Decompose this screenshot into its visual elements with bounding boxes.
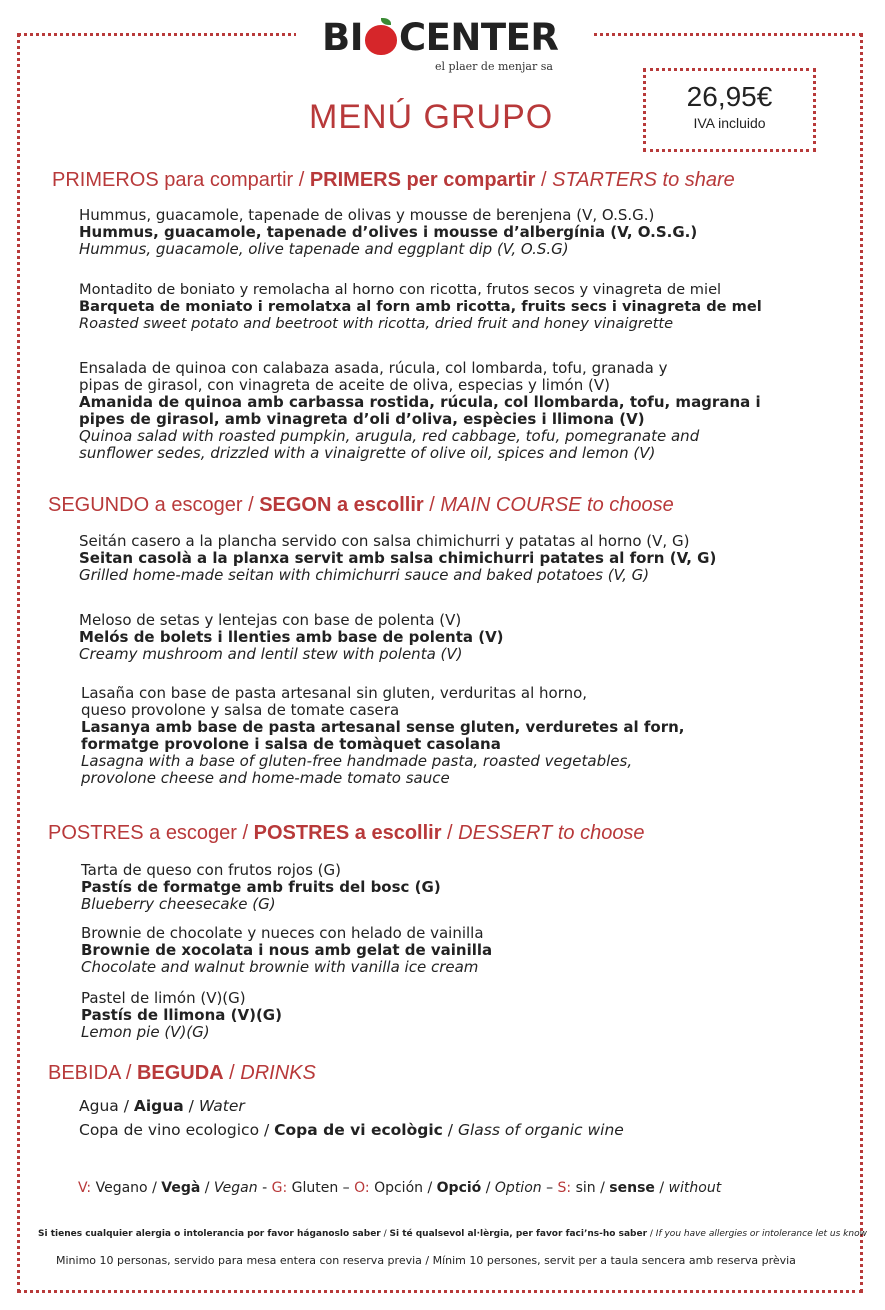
item-en: Roasted sweet potato and beetroot with ricotta, dried fruit and honey vinaigrette: [79, 315, 674, 332]
item-es: Tarta de queso con frutos rojos (G): [81, 861, 341, 879]
legend-es: Vegano: [95, 1180, 148, 1196]
heading-es: BEBIDA: [48, 1062, 121, 1084]
allergy-ca: Si té qualsevol al·lèrgia, per favor faci’ns-ho saber: [389, 1229, 648, 1239]
item-en: Chocolate and walnut brownie with vanilla ice cream: [81, 958, 479, 976]
heading-es: SEGUNDO a escoger: [48, 494, 243, 516]
minimum-note: Minimo 10 personas, servido para mesa entera con reserva previa / Mínim 10 persones, servit per a taula sencera amb reserva prèvia: [56, 1254, 796, 1267]
legend-key: V:: [78, 1180, 92, 1196]
section-heading-drinks: BEBIDA / BEGUDA / DRINKS: [48, 1062, 316, 1084]
item-ca: Hummus, guacamole, tapenade d’olives i mousse d’albergínia (V, O.S.G.): [79, 223, 698, 241]
menu-item: [79, 533, 716, 584]
item-ca: Barqueta de moniato i remolatxa al forn amb ricotta, fruits secs i vinagreta de mel: [79, 298, 762, 315]
legend-en: Vegan: [213, 1180, 258, 1196]
legend-en: Option: [494, 1180, 542, 1196]
item-es: Hummus, guacamole, tapenade de olivas y mousse de berenjena (V, O.S.G.): [79, 206, 655, 224]
item-es: pipas de girasol, con vinagreta de aceite de oliva, especias y limón (V): [79, 376, 610, 394]
item-ca: Pastís de llimona (V)(G): [81, 1006, 282, 1024]
heading-en: STARTERS to share: [552, 169, 735, 191]
drink-en: Water: [198, 1097, 245, 1115]
heading-ca: PRIMERS per compartir: [309, 169, 536, 191]
menu-item: [81, 685, 684, 787]
item-es: Pastel de limón (V)(G): [81, 989, 246, 1007]
item-es: Brownie de chocolate y nueces con helado de vainilla: [81, 924, 484, 942]
legend-ca: Opció: [436, 1180, 482, 1196]
heading-ca: POSTRES a escollir: [253, 822, 442, 844]
item-ca: Melós de bolets i llenties amb base de polenta (V): [79, 628, 504, 646]
item-ca: Seitan casolà a la planxa servit amb salsa chimichurri patates al forn (V, G): [79, 549, 717, 567]
item-es: Meloso de setas y lentejas con base de polenta (V): [79, 611, 462, 629]
dietary-legend: V: Vegano / Vegà / Vegan - G: Gluten – O: Opción / Opció / Option – S: sin / sense / without: [78, 1180, 722, 1196]
item-en: Lasagna with a base of gluten-free handmade pasta, roasted vegetables,: [81, 752, 633, 770]
price-note: IVA incluido: [693, 115, 766, 131]
heading-en: DRINKS: [240, 1062, 316, 1084]
menu-item: [79, 281, 762, 332]
legend-ca: Vegà: [161, 1180, 201, 1196]
section-heading-starters: PRIMEROS para compartir / PRIMERS per compartir / STARTERS to share: [52, 169, 735, 191]
item-en: Lemon pie (V)(G): [81, 1023, 210, 1041]
item-es: queso provolone y salsa de tomate casera: [81, 701, 400, 719]
item-es: Montadito de boniato y remolacha al horno con ricotta, frutos secos y vinagreta de miel: [79, 281, 722, 298]
legend-key: S:: [557, 1180, 572, 1196]
menu-item: [81, 925, 492, 976]
item-ca: Lasanya amb base de pasta artesanal sense gluten, verduretes al forn,: [81, 718, 685, 736]
item-es: Lasaña con base de pasta artesanal sin gluten, verduritas al horno,: [81, 684, 588, 702]
price-amount: 26,95€: [686, 81, 773, 112]
page-title: MENÚ GRUPO: [309, 98, 554, 136]
item-en: sunflower sedes, drizzled with a vinaigrette of olive oil, spices and lemon (V): [79, 444, 656, 462]
brand-name-left: BI: [322, 16, 363, 59]
drink-es: Copa de vino ecologico: [79, 1121, 260, 1139]
menu-item: [81, 990, 282, 1041]
drink-ca: Copa de vi ecològic: [274, 1121, 443, 1139]
section-heading-main: SEGUNDO a escoger / SEGON a escollir / MAIN COURSE to choose: [48, 494, 674, 516]
allergy-en: If you have allergies or intolerance let us know: [655, 1229, 867, 1239]
item-es: Seitán casero a la plancha servido con salsa chimichurri y patatas al horno (V, G): [79, 532, 690, 550]
brand-name-right: CENTER: [398, 16, 559, 59]
item-ca: formatge provolone i salsa de tomàquet casolana: [81, 735, 501, 753]
section-heading-dessert: POSTRES a escoger / POSTRES a escollir / DESSERT to choose: [48, 822, 645, 844]
menu-item: [79, 360, 761, 462]
legend-text: Gluten: [291, 1180, 339, 1196]
item-ca: pipes de girasol, amb vinagreta d’oli d’oliva, espècies i llimona (V): [79, 410, 645, 428]
menu-item: [79, 612, 504, 663]
drink-en: Glass of organic wine: [457, 1121, 624, 1139]
legend-es: Opción: [374, 1180, 424, 1196]
item-en: Creamy mushroom and lentil stew with polenta (V): [79, 645, 463, 663]
heading-ca: SEGON a escollir: [259, 494, 424, 516]
heading-en: MAIN COURSE to choose: [440, 494, 674, 516]
item-ca: Pastís de formatge amb fruits del bosc (G): [81, 878, 441, 896]
item-en: Blueberry cheesecake (G): [81, 895, 276, 913]
item-en: Grilled home-made seitan with chimichurri sauce and baked potatoes (V, G): [79, 566, 650, 584]
drink-es: Agua: [79, 1097, 119, 1115]
brand-logo: [322, 16, 558, 60]
heading-en: DESSERT to choose: [458, 822, 645, 844]
menu-item: [79, 207, 697, 258]
item-en: Hummus, guacamole, olive tapenade and eggplant dip (V, O.S.G): [79, 240, 569, 258]
item-en: provolone cheese and home-made tomato sauce: [81, 769, 450, 787]
heading-es: PRIMEROS para compartir: [52, 169, 294, 191]
legend-key: G:: [271, 1180, 288, 1196]
item-es: Ensalada de quinoa con calabaza asada, rúcula, col lombarda, tofu, granada y: [79, 359, 668, 377]
menu-item: [81, 862, 441, 913]
item-en: Quinoa salad with roasted pumpkin, arugula, red cabbage, tofu, pomegranate and: [79, 427, 700, 445]
heading-ca: BEGUDA: [136, 1062, 224, 1084]
allergy-es: Si tienes cualquier alergia o intolerancia por favor háganoslo saber: [38, 1229, 381, 1239]
legend-es: sin: [575, 1180, 596, 1196]
legend-en: without: [668, 1180, 722, 1196]
drink-item: Copa de vino ecologico / Copa de vi ecològic / Glass of organic wine: [79, 1121, 624, 1139]
item-ca: Amanida de quinoa amb carbassa rostida, rúcula, col llombarda, tofu, magrana i: [79, 393, 761, 411]
heading-es: POSTRES a escoger: [48, 822, 237, 844]
legend-key: O:: [354, 1180, 370, 1196]
price-box: [643, 68, 816, 152]
legend-ca: sense: [609, 1180, 655, 1196]
allergy-note: Si tienes cualquier alergia o intolerancia por favor háganoslo saber / Si té qualsevol al·lèrgia, per favor faci’ns-ho saber / If you have allergies or intolerance let us know: [38, 1229, 867, 1239]
drink-ca: Aigua: [133, 1097, 184, 1115]
brand-tagline: el plaer de menjar sa: [435, 60, 553, 73]
apple-icon: [364, 20, 398, 56]
drink-item: Agua / Aigua / Water: [79, 1097, 245, 1115]
item-ca: Brownie de xocolata i nous amb gelat de vainilla: [81, 941, 493, 959]
